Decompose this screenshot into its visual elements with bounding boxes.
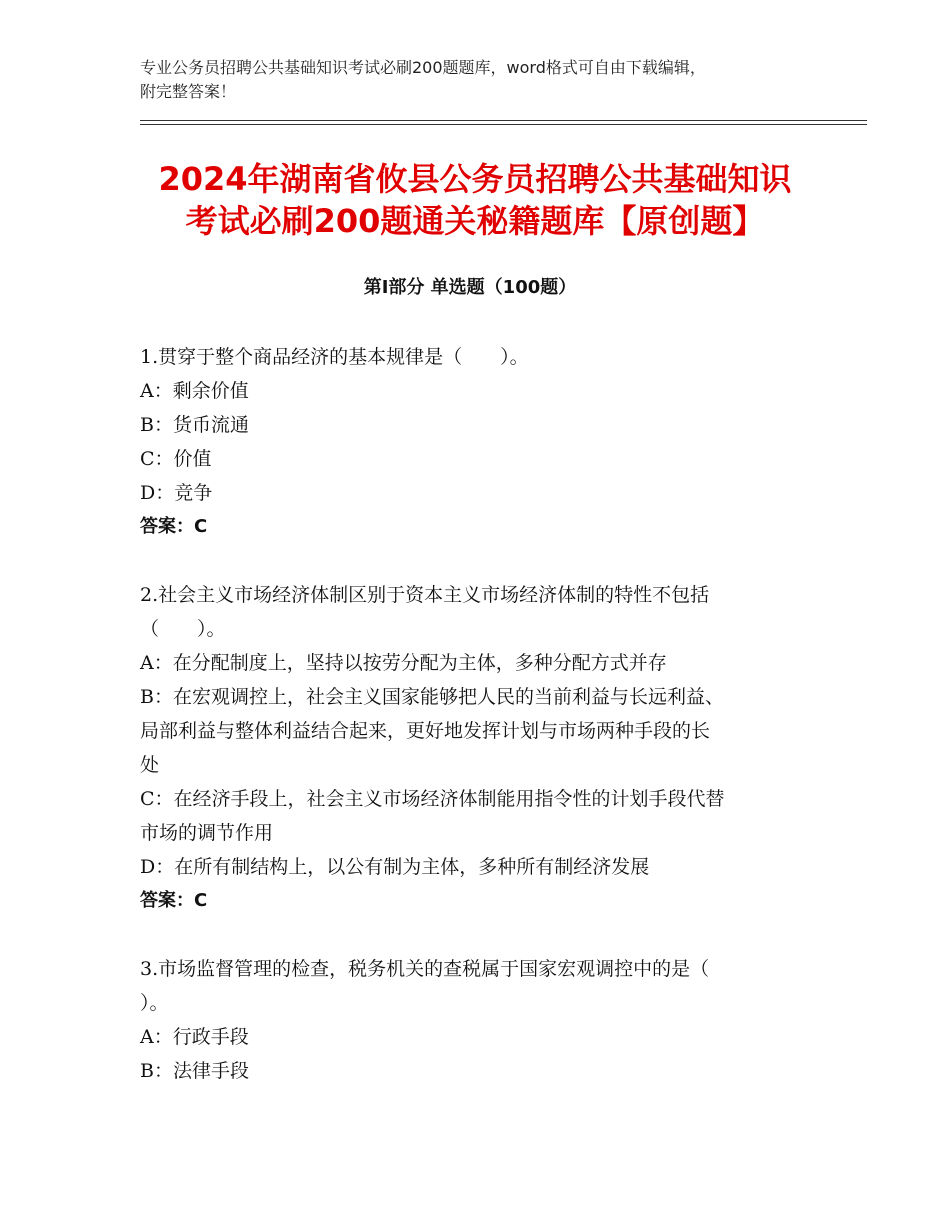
- question-item: [140, 952, 810, 1088]
- section-heading: 第Ⅰ部分 单选题（100题）: [363, 277, 577, 298]
- option-b: 处: [140, 754, 160, 776]
- title-line: 2024年湖南省攸县公务员招聘公共基础知识: [158, 160, 792, 198]
- header-divider: [140, 124, 867, 125]
- header-note-line: 专业公务员招聘公共基础知识考试必刷200题题库，word格式可自由下载编辑，: [140, 58, 706, 77]
- option-b: B：法律手段: [140, 1060, 249, 1082]
- option-a: A：行政手段: [140, 1026, 249, 1048]
- option-d: D：竞争: [140, 482, 213, 504]
- option-a: A：剩余价值: [140, 380, 249, 402]
- answer-label: 答案：C: [140, 890, 208, 911]
- header-divider: [140, 120, 867, 121]
- option-c: C：在经济手段上，社会主义市场经济体制能用指令性的计划手段代替: [140, 788, 725, 810]
- question-list: [140, 340, 810, 1122]
- question-stem: 1.贯穿于整个商品经济的基本规律是（ ）。: [140, 346, 529, 368]
- option-a: A：在分配制度上，坚持以按劳分配为主体，多种分配方式并存: [140, 652, 667, 674]
- question-stem: 3.市场监督管理的检查，税务机关的查税属于国家宏观调控中的是（: [140, 958, 710, 980]
- option-d: D：在所有制结构上，以公有制为主体，多种所有制经济发展: [140, 856, 650, 878]
- question-item: [140, 340, 810, 544]
- document-title: [100, 158, 850, 242]
- question-stem: ）。: [140, 992, 169, 1014]
- title-line: 考试必刷200题通关秘籍题库【原创题】: [185, 202, 765, 240]
- question-stem: 2.社会主义市场经济体制区别于资本主义市场经济体制的特性不包括: [140, 584, 710, 606]
- question-item: [140, 578, 810, 918]
- option-c: 市场的调节作用: [140, 822, 274, 844]
- answer-label: 答案：C: [140, 516, 208, 537]
- header-note-line: 附完整答案！: [140, 82, 237, 101]
- option-b: 局部利益与整体利益结合起来，更好地发挥计划与市场两种手段的长: [140, 720, 711, 742]
- option-b: B：在宏观调控上，社会主义国家能够把人民的当前利益与长远利益、: [140, 686, 724, 708]
- option-c: C：价值: [140, 448, 212, 470]
- header-note: [140, 56, 820, 104]
- question-stem: （ ）。: [140, 618, 226, 640]
- option-b: B：货币流通: [140, 414, 249, 436]
